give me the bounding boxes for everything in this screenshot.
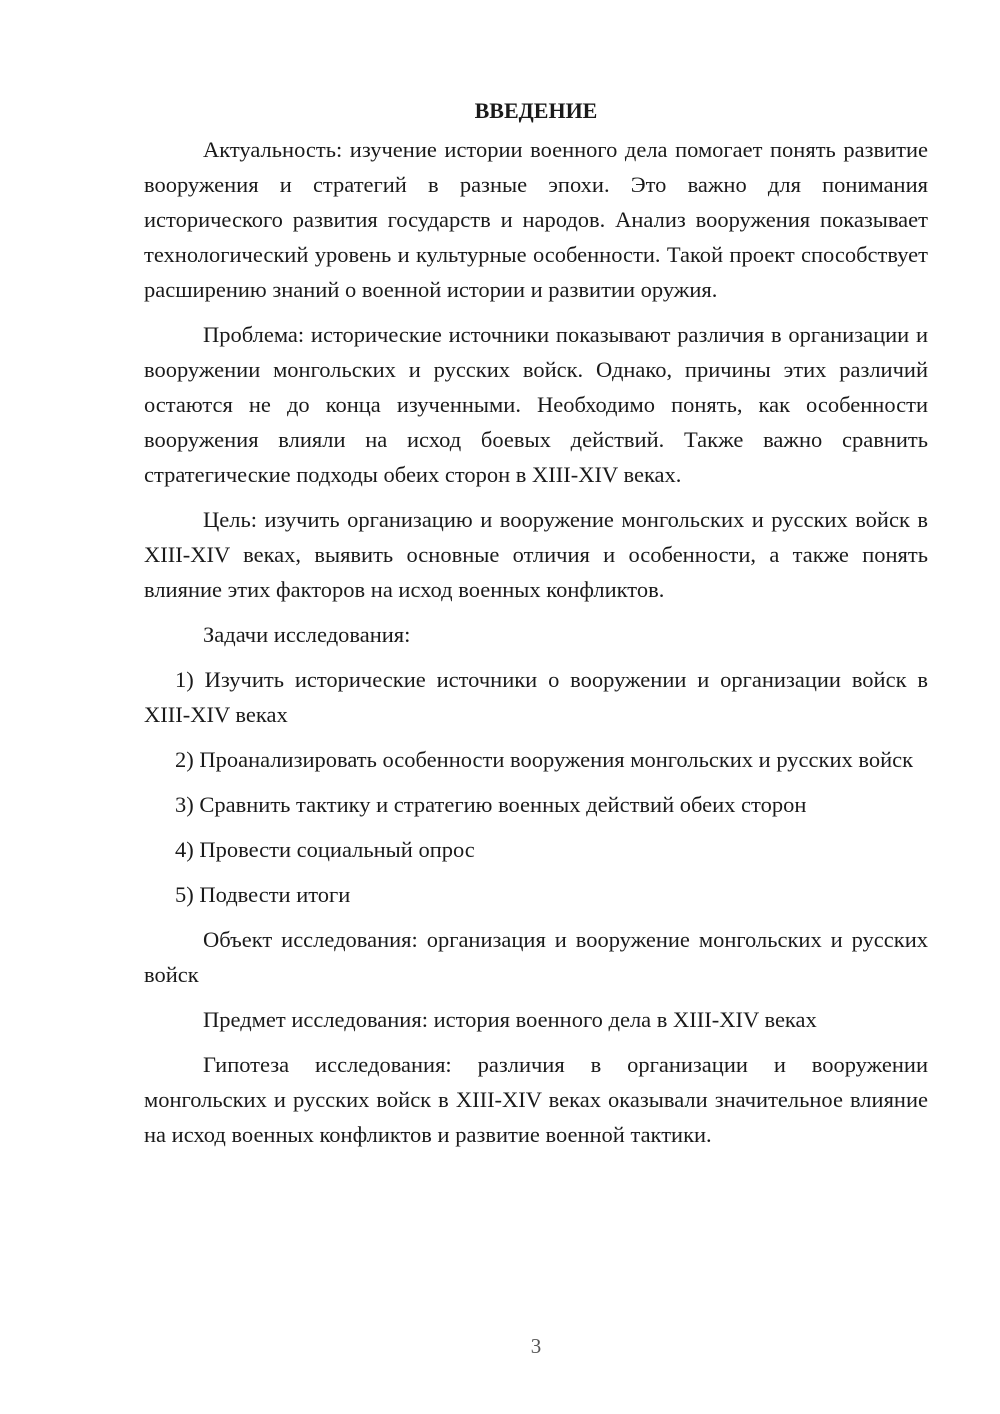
task-item: 4) Провести социальный опрос (175, 837, 475, 862)
tasks-title: Задачи исследования: (203, 622, 411, 647)
hypothesis-paragraph: Гипотеза исследования: различия в организации и вооружении монгольских и русских войск в XIII-XIV веках оказывали значительное влияние на исход военных конфликтов и развитие военной тактики. (144, 1052, 928, 1147)
task-item: 2) Проанализировать особенности вооружения монгольских и русских войск (175, 747, 914, 772)
task-item: 5) Подвести итоги (175, 882, 351, 907)
section-heading: ВВЕДЕНИЕ (474, 98, 598, 123)
task-item: 3) Сравнить тактику и стратегию военных действий обеих сторон (175, 792, 807, 817)
subject-paragraph: Предмет исследования: история военного дела в XIII-XIV веках (203, 1007, 817, 1032)
relevance-paragraph: Актуальность: изучение истории военного дела помогает понять развитие вооружения и стратегий в разные эпохи. Это важно для понимания исторического развития государств и народов. Анализ вооружения показывает технологический уровень и культурные особенности. Такой проект способствует расширению знаний о военной истории и развитии оружия. (144, 137, 928, 302)
document-body (144, 93, 928, 1162)
page-number: 3 (530, 1334, 542, 1358)
task-item: 1) Изучить исторические источники о вооружении и организации войск в XIII-XIV веках (144, 667, 928, 727)
goal-paragraph: Цель: изучить организацию и вооружение монгольских и русских войск в XIII-XIV веках, выявить основные отличия и особенности, а также понять влияние этих факторов на исход военных конфликтов. (144, 507, 928, 602)
object-paragraph: Объект исследования: организация и вооружение монгольских и русских войск (144, 927, 928, 987)
problem-paragraph: Проблема: исторические источники показывают различия в организации и вооружении монгольских и русских войск. Однако, причины этих различий остаются не до конца изученными. Необходимо понять, как особенности вооружения влияли на исход боевых действий. Также важно сравнить стратегические подходы обеих сторон в XIII-XIV веках. (144, 322, 928, 487)
